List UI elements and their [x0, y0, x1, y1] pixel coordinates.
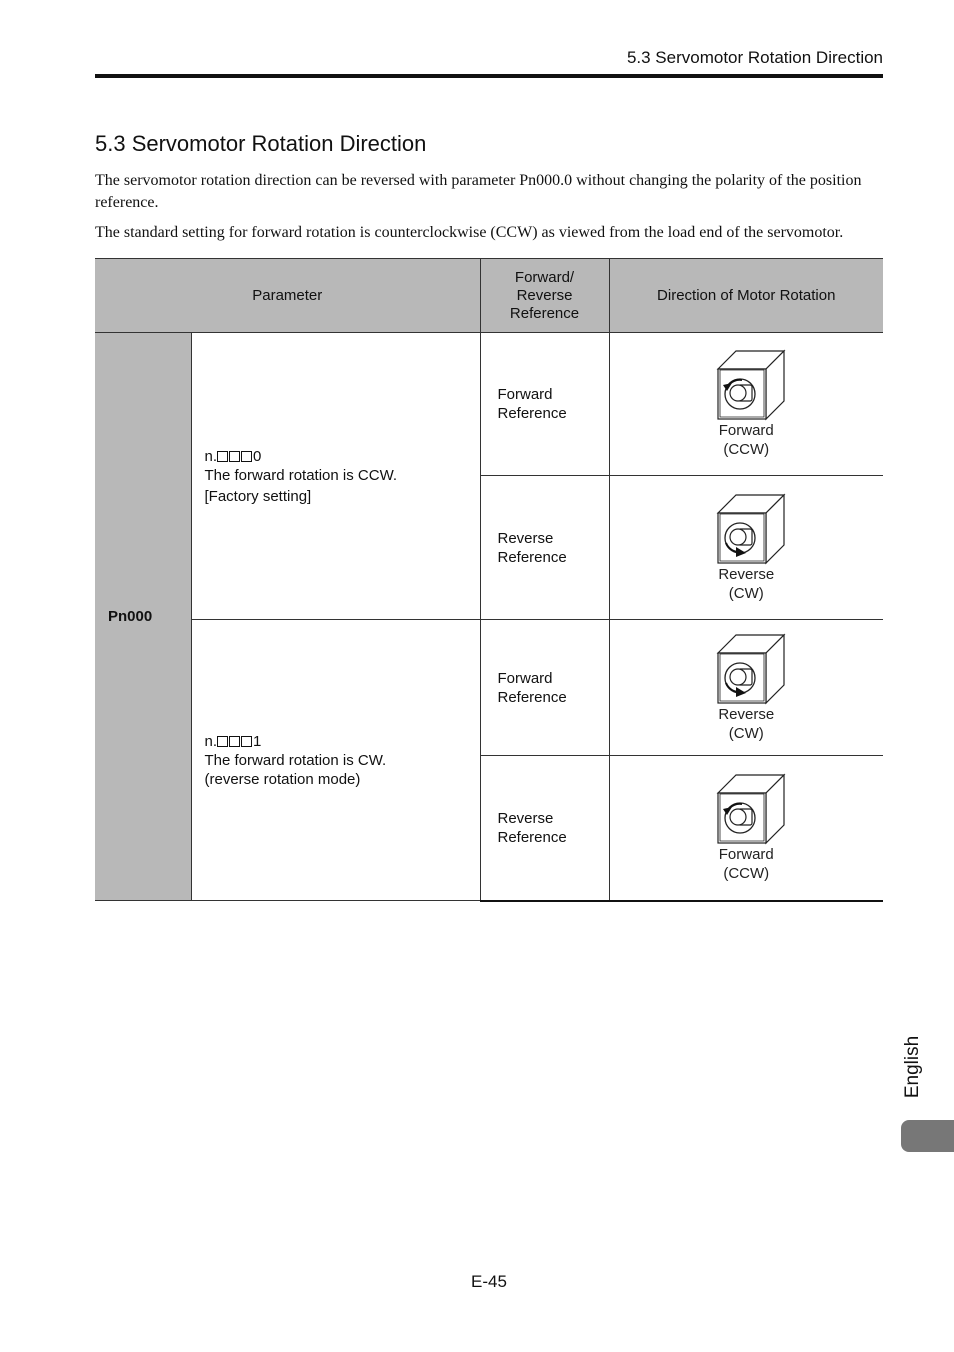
- setting-cell: [191, 620, 480, 901]
- direction-label-line2: (CCW): [723, 864, 770, 882]
- reference-line1: Reverse: [497, 809, 554, 827]
- reference-line1: Reverse: [497, 529, 554, 547]
- header-reference-line2: Reverse: [516, 286, 573, 304]
- placeholder-box-icon: [229, 736, 240, 747]
- direction-label-line1: Reverse: [718, 565, 775, 583]
- reference-line2: Reference: [497, 405, 567, 422]
- running-header: 5.3 Servomotor Rotation Direction: [626, 48, 883, 67]
- header-reference: [480, 259, 609, 333]
- direction-label-line1: Reverse: [718, 705, 775, 723]
- header-parameter: Parameter: [95, 259, 480, 333]
- side-tab-marker: [901, 1120, 954, 1152]
- reference-line1: Forward: [497, 669, 553, 687]
- placeholder-box-icon: [241, 451, 252, 462]
- direction-cell: [609, 756, 883, 901]
- table-header-row: [95, 259, 883, 333]
- placeholder-box-icon: [217, 736, 228, 747]
- intro-paragraph: The servomotor rotation direction can be reversed with parameter Pn000.0 without changing the polarity of the position reference.: [95, 172, 862, 211]
- code-suffix: 1: [253, 732, 262, 750]
- code-suffix: 0: [253, 447, 262, 465]
- standard-setting-paragraph: The standard setting for forward rotation is counterclockwise (CCW) as viewed from the load end of the servomotor.: [95, 224, 844, 241]
- reference-cell: [480, 620, 609, 756]
- direction-label-line2: (CCW): [723, 441, 770, 458]
- side-tab-text: English: [902, 1035, 924, 1099]
- rotation-direction-table: [95, 258, 883, 902]
- parameter-name: Pn000: [95, 333, 191, 901]
- direction-cell: [609, 476, 883, 620]
- motor-cw-icon: [706, 633, 786, 705]
- reference-line2: Reference: [497, 828, 567, 846]
- reference-line1: Forward: [497, 386, 553, 403]
- section-title: 5.3 Servomotor Rotation Direction: [95, 131, 427, 156]
- header-direction: Direction of Motor Rotation: [609, 259, 883, 333]
- placeholder-box-icon: [241, 736, 252, 747]
- reference-line2: Reference: [497, 688, 567, 706]
- direction-label-line2: (CW): [728, 584, 764, 602]
- direction-cell: [609, 333, 883, 476]
- setting-note: [Factory setting]: [204, 487, 312, 505]
- direction-label-line2: (CW): [728, 724, 764, 742]
- setting-code: [205, 447, 480, 466]
- side-language-label: [900, 1032, 932, 1102]
- placeholder-box-icon: [217, 451, 228, 462]
- reference-cell: [480, 756, 609, 901]
- page-number: E-45: [471, 1272, 507, 1291]
- header-rule: [95, 74, 883, 78]
- table-row: [95, 333, 883, 476]
- setting-note: (reverse rotation mode): [204, 770, 361, 788]
- direction-cell: [609, 620, 883, 756]
- header-reference-line3: Reference: [509, 304, 580, 322]
- motor-ccw-icon: [706, 773, 786, 845]
- setting-description: The forward rotation is CCW.: [204, 466, 398, 484]
- motor-ccw-icon: [706, 349, 786, 421]
- reference-line2: Reference: [497, 548, 567, 566]
- code-prefix: n.: [204, 447, 218, 465]
- reference-cell: [480, 333, 609, 476]
- setting-code: [205, 732, 480, 751]
- reference-cell: [480, 476, 609, 620]
- placeholder-box-icon: [229, 451, 240, 462]
- setting-description: The forward rotation is CW.: [204, 751, 387, 769]
- setting-cell: [191, 333, 480, 620]
- header-reference-line1: Forward/: [514, 268, 575, 286]
- direction-label-line1: Forward: [718, 422, 774, 439]
- motor-cw-icon: [706, 493, 786, 565]
- direction-label-line1: Forward: [718, 845, 774, 863]
- code-prefix: n.: [204, 732, 218, 750]
- table-row: [95, 620, 883, 756]
